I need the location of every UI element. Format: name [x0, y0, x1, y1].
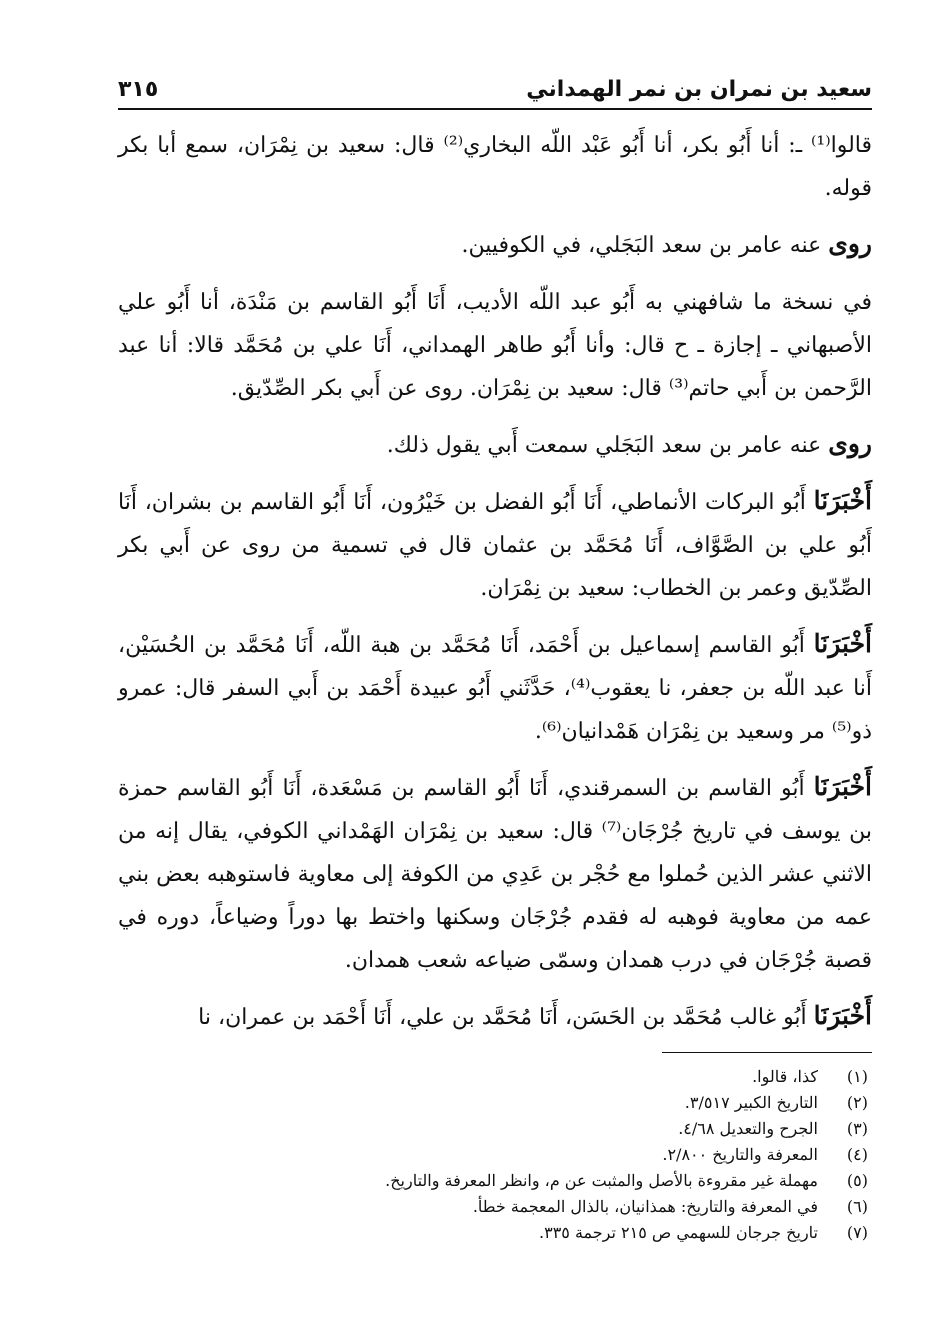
paragraph-text: في نسخة ما شافهني به أَبُو عبد اللّه الأديب، أَنَا أَبُو القاسم بن مَنْدَة، أنا أَبُو علي الأصبهاني ـ إجازة ـ ح قال: وأنا أَبُو طاهر الهمداني، أَنَا علي بن مُحَمَّد قالا: أنا عبد الرَّحمن بن أَبي حاتم⁽³⁾ قال: سعيد بن نِمْرَان. روى عن أَبي بكر الصِّدّيق. — [118, 290, 872, 401]
footnote — [118, 1142, 868, 1168]
footnote — [118, 1194, 868, 1220]
paragraph-text: أَبُو البركات الأنماطي، أَنَا أَبُو الفضل بن خَيْرُون، أَنَا أَبُو القاسم بن بشران، أَنَا أَبُو علي بن الصَّوَّاف، أَنَا مُحَمَّد بن عثمان قال في تسمية من روى عن أَبي بكر الصِّدّيق وعمر بن الخطاب: سعيد بن نِمْرَان. — [118, 490, 872, 601]
footnote-number: (٦) — [846, 1197, 868, 1216]
paragraph — [118, 222, 872, 267]
paragraph — [118, 122, 872, 210]
footnote — [118, 1064, 868, 1090]
footnote-number: (٢) — [846, 1093, 868, 1112]
page-header — [118, 62, 872, 110]
page-number: ٣١٥ — [118, 77, 159, 102]
paragraph — [118, 994, 872, 1039]
paragraph — [118, 479, 872, 610]
paragraph-text: أَبُو القاسم بن السمرقندي، أَنَا أَبُو القاسم بن مَسْعَدة، أَنَا أَبُو القاسم حمزة بن يوسف في تاريخ جُرْجَان⁽⁷⁾ قال: سعيد بن نِمْرَان الهَمْداني الكوفي، يقال إنه من الاثني عشر الذين حُملوا مع حُجْر بن عَدِي من الكوفة إلى معاوية فاستوهبه بعض بني عمه من معاوية فوهبه له فقدم جُرْجَان وسكنها واختط بها دوراً وضياعاً، دوره في قصبة جُرْجَان في درب همدان وسمّى ضياعه شعب همدان. — [118, 776, 872, 973]
footnote-text: المعرفة والتاريخ ٢/٨٠٠. — [662, 1145, 818, 1164]
footnote-text: كذا، قالوا. — [752, 1067, 818, 1086]
footnote-number: (٣) — [846, 1119, 868, 1138]
footnote — [118, 1168, 868, 1194]
footnote-text: مهملة غير مقروءة بالأصل والمثبت عن م، وانظر المعرفة والتاريخ. — [385, 1171, 818, 1190]
paragraph-lead: أَخْبَرَنَا — [813, 486, 872, 515]
footnote-text: التاريخ الكبير ٣/٥١٧. — [684, 1093, 818, 1112]
paragraph-lead: روى — [828, 229, 872, 258]
footnote-text: الجرح والتعديل ٤/٦٨. — [678, 1119, 818, 1138]
footnote-number: (١) — [846, 1067, 868, 1086]
paragraph-text: قالوا⁽¹⁾ ـ: أنا أَبُو بكر، أنا أَبُو عَبْد اللّه البخاري⁽²⁾ قال: سعيد بن نِمْرَان، سمع أبا بكر قوله. — [118, 133, 872, 201]
footnote-separator — [662, 1052, 872, 1053]
paragraph-lead: روى — [828, 429, 872, 458]
footnote-number: (٥) — [846, 1171, 868, 1190]
paragraph — [118, 765, 872, 982]
paragraph-text: أَبُو القاسم إسماعيل بن أَحْمَد، أَنَا مُحَمَّد بن هبة اللّه، أَنَا مُحَمَّد بن الحُسَيْن، أَنا عبد اللّه بن جعفر، نا يعقوب⁽⁴⁾، حَدَّثَني أَبُو عبيدة أَحْمَد بن أَبي السفر قال: عمرو ذو⁽⁵⁾ مر وسعيد بن نِمْرَان هَمْدانيان⁽⁶⁾. — [118, 633, 873, 744]
footnote — [118, 1090, 868, 1116]
paragraph-text: عنه عامر بن سعد البَجَلي، في الكوفيين. — [461, 233, 829, 258]
paragraph — [118, 279, 872, 410]
paragraph — [118, 422, 872, 467]
paragraph-text: أَبُو غالب مُحَمَّد بن الحَسَن، أَنَا مُحَمَّد بن علي، أَنَا أَحْمَد بن عمران، نا — [198, 1005, 814, 1030]
footnote — [118, 1116, 868, 1142]
footnote-number: (٧) — [846, 1223, 868, 1242]
footnote-text: تاريخ جرجان للسهمي ص ٢١٥ ترجمة ٣٣٥. — [539, 1223, 818, 1242]
paragraph-lead: أَخْبَرَنَا — [813, 1001, 872, 1030]
paragraph-lead: أَخْبَرَنَا — [813, 629, 872, 658]
footnotes — [118, 1064, 868, 1246]
paragraph-text: عنه عامر بن سعد البَجَلي سمعت أَبي يقول ذلك. — [386, 433, 829, 458]
paragraph — [118, 622, 872, 753]
main-text — [118, 122, 872, 1051]
paragraph-lead: أَخْبَرَنَا — [813, 772, 872, 801]
running-title: سعيد بن نمران بن نمر الهمداني — [526, 77, 872, 102]
footnote-text: في المعرفة والتاريخ: همذانيان، بالذال المعجمة خطأ. — [472, 1197, 818, 1216]
footnote-number: (٤) — [846, 1145, 868, 1164]
footnote — [118, 1220, 868, 1246]
